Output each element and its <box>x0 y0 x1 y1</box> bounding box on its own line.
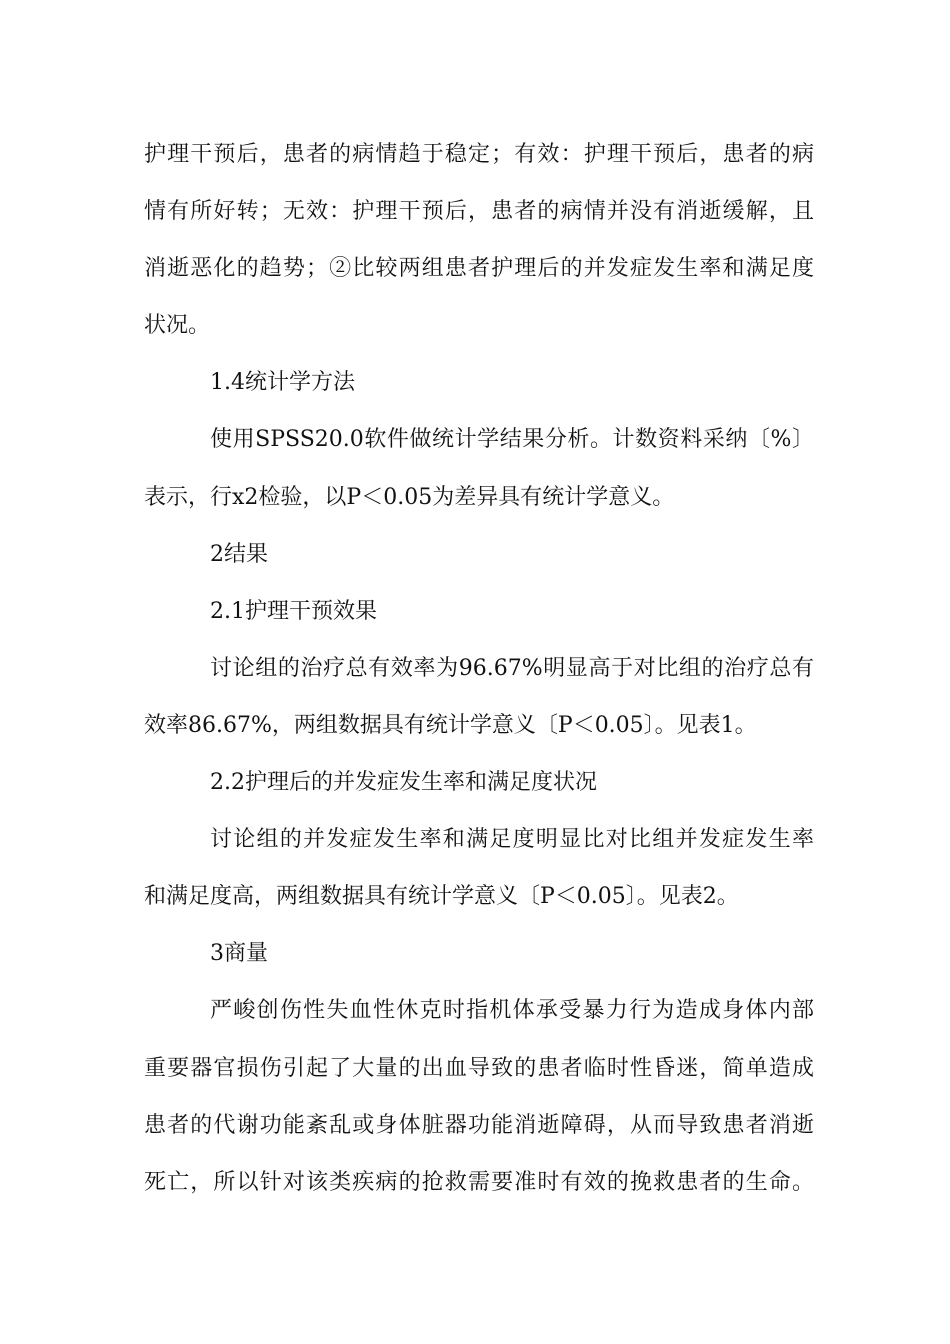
paragraph-line: 患者的代谢功能紊乱或身体脏器功能消逝障碍，从而导致患者消逝 <box>144 1112 814 1138</box>
section-heading: 2结果 <box>210 541 268 567</box>
section-heading: 2.2护理后的并发症发生率和满足度状况 <box>210 770 597 796</box>
paragraph-line: 死亡，所以针对该类疾病的抢救需要准时有效的挽救患者的生命。 <box>144 1169 814 1195</box>
section-heading: 2.1护理干预效果 <box>210 598 377 624</box>
paragraph-line: 和满足度高，两组数据具有统计学意义〔P＜0.05〕。见表2。 <box>144 884 739 910</box>
section-heading: 1.4统计学方法 <box>210 370 355 396</box>
section-heading: 3商量 <box>210 941 268 967</box>
paragraph-line: 使用SPSS20.0软件做统计学结果分析。计数资料采纳〔%〕 <box>210 427 814 453</box>
paragraph-line: 严峻创伤性失血性休克时指机体承受暴力行为造成身体内部 <box>210 998 814 1024</box>
paragraph-line: 讨论组的并发症发生率和满足度明显比对比组并发症发生率 <box>210 827 814 853</box>
paragraph-line: 表示，行x2检验，以P＜0.05为差异具有统计学意义。 <box>144 484 675 510</box>
paragraph-line: 护理干预后，患者的病情趋于稳定；有效：护理干预后，患者的病 <box>144 142 814 167</box>
paragraph-line: 状况。 <box>144 313 211 339</box>
paragraph-line: 情有所好转；无效：护理干预后，患者的病情并没有消逝缓解，且 <box>144 199 814 225</box>
document-body <box>144 126 814 1211</box>
paragraph-line: 消逝恶化的趋势；②比较两组患者护理后的并发症发生率和满足度 <box>144 256 814 282</box>
paragraph-line: 效率86.67%，两组数据具有统计学意义〔P＜0.05〕。见表1。 <box>144 712 757 738</box>
paragraph-line: 重要器官损伤引起了大量的出血导致的患者临时性昏迷，简单造成 <box>144 1055 814 1081</box>
paragraph-line: 讨论组的治疗总有效率为96.67%明显高于对比组的治疗总有 <box>210 655 814 681</box>
